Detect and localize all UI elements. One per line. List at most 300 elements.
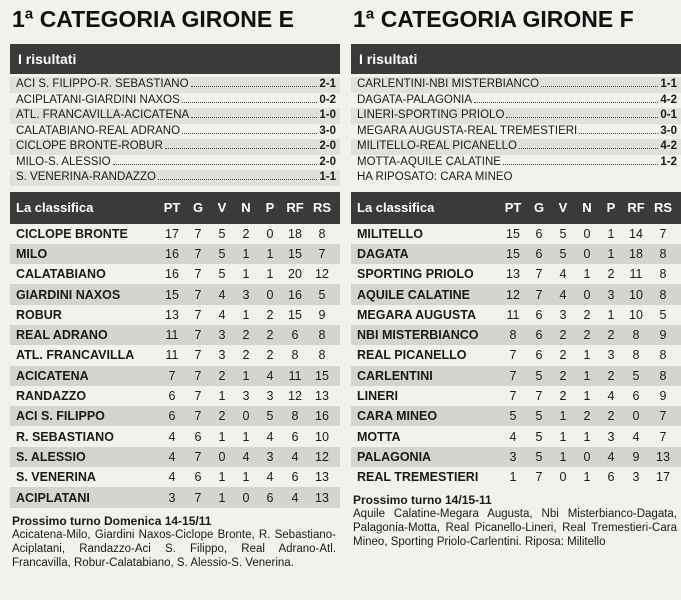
next-round-text: Aquile Calatine-Megara Augusta, Nbi Misterbianco-Dagata, Palagonia-Motta, Real Picanello-Lineri, Real Tremestieri-Cara Mineo, Sporting Priolo-Carlentini. Riposa: Militello [353, 508, 677, 549]
result-match: CALATABIANO-REAL ADRANO [16, 124, 181, 137]
team-name: MOTTA [357, 429, 401, 444]
standings-row [10, 264, 340, 284]
girone-e-results-header: I risultati [10, 44, 340, 74]
stat-pt: 3 [168, 490, 176, 505]
stat-p: 4 [607, 389, 615, 404]
stat-n: 2 [583, 328, 591, 343]
team-name: SPORTING PRIOLO [357, 267, 474, 282]
stat-v: 0 [559, 470, 567, 485]
girone-f-standings-header [351, 192, 681, 224]
stat-p: 6 [607, 470, 615, 485]
col-p: P [265, 200, 275, 215]
stat-rs: 8 [318, 226, 326, 241]
stat-v: 1 [218, 490, 226, 505]
standings-row [351, 284, 681, 304]
stat-rf: 8 [291, 348, 299, 363]
stat-rf: 6 [632, 389, 640, 404]
stat-v: 4 [218, 287, 226, 302]
team-name: AQUILE CALATINE [357, 287, 470, 302]
stat-rs: 15 [315, 368, 329, 383]
stat-rf: 5 [632, 368, 640, 383]
stat-pt: 16 [165, 246, 179, 261]
stat-rs: 10 [315, 429, 329, 444]
result-score: 0-2 [319, 93, 336, 106]
stat-pt: 15 [165, 287, 179, 302]
stat-g: 7 [535, 267, 543, 282]
result-score: 1-2 [660, 155, 677, 168]
stat-p: 3 [266, 449, 274, 464]
stat-rs: 12 [315, 449, 329, 464]
stat-g: 7 [194, 328, 202, 343]
stat-g: 7 [194, 267, 202, 282]
team-name: ACI S. FILIPPO [16, 409, 105, 424]
girone-f-title: 1ª CATEGORIA GIRONE F [353, 6, 634, 32]
stat-rf: 8 [632, 328, 640, 343]
result-score: 3-0 [660, 124, 677, 137]
stat-rs: 5 [659, 307, 667, 322]
col-g: G [192, 200, 204, 215]
stat-p: 1 [266, 267, 274, 282]
result-row [10, 93, 340, 109]
stat-rf: 20 [288, 267, 302, 282]
stat-pt: 15 [506, 226, 520, 241]
stat-p: 1 [607, 307, 615, 322]
stat-g: 7 [194, 307, 202, 322]
girone-f-next-round [351, 493, 681, 549]
stat-v: 3 [559, 307, 567, 322]
standings-row [351, 305, 681, 325]
result-score: 4-2 [660, 140, 677, 152]
result-score: 2-0 [319, 140, 336, 152]
stat-rs: 7 [318, 246, 326, 261]
stat-rs: 8 [659, 368, 667, 383]
result-score: 3-0 [319, 124, 336, 137]
stat-rf: 0 [632, 409, 640, 424]
girone-f-column [351, 0, 681, 549]
stat-pt: 12 [506, 287, 520, 302]
team-name: PALAGONIA [357, 449, 432, 464]
stat-p: 1 [607, 226, 615, 241]
stat-p: 2 [266, 328, 274, 343]
col-p: P [606, 200, 616, 215]
stat-n: 1 [583, 470, 591, 485]
team-name: ATL. FRANCAVILLA [16, 348, 135, 363]
result-match: CARLENTINI-NBI MISTERBIANCO [357, 78, 540, 90]
stat-p: 3 [607, 348, 615, 363]
result-row [351, 93, 681, 109]
standings-row [351, 406, 681, 426]
stat-g: 7 [194, 368, 202, 383]
result-score: 1-1 [319, 171, 336, 183]
stat-p: 4 [607, 449, 615, 464]
stat-rf: 3 [632, 470, 640, 485]
stat-g: 5 [535, 409, 543, 424]
stat-rs: 7 [659, 409, 667, 424]
result-row [10, 170, 340, 186]
team-name: CICLOPE BRONTE [16, 226, 128, 241]
stat-n: 1 [242, 429, 250, 444]
stat-rs: 9 [659, 328, 667, 343]
col-n: N [241, 200, 251, 215]
stat-n: 4 [242, 449, 250, 464]
stat-rs: 8 [659, 267, 667, 282]
stat-v: 4 [218, 307, 226, 322]
stat-pt: 6 [168, 389, 176, 404]
standings-row [10, 467, 340, 487]
stat-pt: 4 [509, 429, 517, 444]
girone-f-results-header: I risultati [351, 44, 681, 74]
stat-v: 2 [559, 328, 567, 343]
team-name: MILITELLO [357, 226, 423, 241]
stat-pt: 4 [168, 449, 176, 464]
stat-v: 1 [218, 389, 226, 404]
stat-g: 6 [194, 429, 202, 444]
result-score: 4-2 [660, 93, 677, 106]
standings-row [351, 386, 681, 406]
stat-v: 1 [218, 429, 226, 444]
stat-p: 4 [266, 368, 274, 383]
stat-rf: 15 [288, 307, 302, 322]
stat-n: 1 [242, 246, 250, 261]
standings-label: La classifica [16, 200, 94, 215]
stat-p: 4 [266, 429, 274, 444]
stat-rf: 15 [288, 246, 302, 261]
col-pt: PT [163, 200, 181, 215]
stat-rf: 4 [291, 490, 299, 505]
result-row [351, 139, 681, 155]
stat-n: 1 [583, 429, 591, 444]
stat-g: 6 [535, 328, 543, 343]
stat-n: 1 [242, 267, 250, 282]
standings-row [10, 325, 340, 345]
stat-rf: 14 [629, 226, 643, 241]
stat-rf: 10 [629, 307, 643, 322]
stat-v: 5 [559, 246, 567, 261]
stat-rf: 6 [291, 429, 299, 444]
stat-rs: 16 [315, 409, 329, 424]
standings-row [351, 426, 681, 446]
stat-n: 0 [583, 449, 591, 464]
stat-v: 5 [218, 226, 226, 241]
result-row [351, 155, 681, 171]
stat-n: 1 [583, 348, 591, 363]
stat-rs: 13 [315, 389, 329, 404]
stat-v: 4 [559, 267, 567, 282]
stat-g: 7 [535, 470, 543, 485]
team-name: DAGATA [357, 246, 409, 261]
stat-n: 1 [242, 368, 250, 383]
standings-row [10, 284, 340, 304]
result-row [10, 108, 340, 124]
stat-pt: 6 [168, 409, 176, 424]
stat-v: 5 [218, 246, 226, 261]
team-name: ROBUR [16, 307, 62, 322]
stat-p: 2 [607, 267, 615, 282]
stat-p: 1 [266, 246, 274, 261]
stat-v: 2 [218, 409, 226, 424]
stat-n: 2 [242, 348, 250, 363]
stat-rs: 7 [659, 226, 667, 241]
girone-e-next-round [10, 514, 340, 570]
stat-p: 2 [266, 307, 274, 322]
stat-pt: 1 [509, 470, 517, 485]
stat-rs: 5 [318, 287, 326, 302]
col-rf: RF [627, 200, 645, 215]
result-row [351, 108, 681, 124]
stat-rf: 8 [291, 409, 299, 424]
standings-row [10, 447, 340, 467]
stat-rf: 6 [291, 328, 299, 343]
result-match: MILITELLO-REAL PICANELLO [357, 140, 517, 152]
stat-rf: 16 [288, 287, 302, 302]
stat-n: 0 [242, 409, 250, 424]
stat-p: 3 [607, 287, 615, 302]
stat-rs: 8 [659, 287, 667, 302]
standings-row [351, 467, 681, 487]
result-match: ACI S. FILIPPO-R. SEBASTIANO [16, 78, 189, 90]
stat-g: 7 [194, 490, 202, 505]
standings-row [351, 264, 681, 284]
stat-pt: 13 [165, 307, 179, 322]
stat-g: 7 [535, 287, 543, 302]
stat-g: 7 [535, 389, 543, 404]
girone-e-results [10, 77, 340, 186]
result-row [10, 77, 340, 93]
stat-rf: 18 [629, 246, 643, 261]
result-match: LINERI-SPORTING PRIOLO [357, 109, 505, 121]
standings-label: La classifica [357, 200, 435, 215]
stat-rs: 9 [659, 389, 667, 404]
stat-n: 2 [242, 328, 250, 343]
team-name: S. VENERINA [16, 470, 96, 485]
stat-v: 1 [559, 409, 567, 424]
stat-pt: 16 [165, 267, 179, 282]
team-name: LINERI [357, 389, 398, 404]
stat-v: 2 [559, 348, 567, 363]
stat-rf: 9 [632, 449, 640, 464]
stat-g: 6 [535, 226, 543, 241]
stat-n: 0 [242, 490, 250, 505]
stat-p: 4 [266, 470, 274, 485]
stat-v: 5 [218, 267, 226, 282]
standings-row [351, 224, 681, 244]
stat-rs: 12 [315, 267, 329, 282]
stat-rs: 17 [656, 470, 670, 485]
stat-g: 7 [194, 287, 202, 302]
stat-rf: 11 [288, 368, 302, 383]
result-score: 2-0 [319, 155, 336, 168]
next-round-title: Prossimo turno Domenica 14-15/11 [12, 513, 212, 528]
result-match: MOTTA-AQUILE CALATINE [357, 155, 501, 168]
stat-v: 2 [218, 368, 226, 383]
stat-pt: 4 [168, 429, 176, 444]
stat-v: 2 [559, 368, 567, 383]
stat-n: 1 [242, 470, 250, 485]
result-match: DAGATA-PALAGONIA [357, 93, 473, 106]
team-name: MEGARA AUGUSTA [357, 307, 476, 322]
col-rs: RS [653, 200, 673, 215]
stat-rf: 11 [629, 267, 643, 282]
girone-e-title: 1ª CATEGORIA GIRONE E [12, 6, 294, 32]
girone-e-standings [10, 224, 340, 508]
col-rs: RS [312, 200, 332, 215]
stat-pt: 5 [509, 409, 517, 424]
stat-p: 3 [266, 389, 274, 404]
team-name: S. ALESSIO [16, 449, 86, 464]
girone-f-results [351, 77, 681, 186]
stat-rs: 13 [315, 490, 329, 505]
stat-p: 2 [607, 368, 615, 383]
stat-rs: 8 [659, 348, 667, 363]
stat-rs: 13 [656, 449, 670, 464]
result-match: CICLOPE BRONTE-ROBUR [16, 140, 163, 152]
result-row [351, 124, 681, 140]
stat-p: 2 [607, 328, 615, 343]
stat-g: 7 [194, 449, 202, 464]
next-round-text: Acicatena-Milo, Giardini Naxos-Ciclope Bronte, R. Sebastiano-Aciplatani, Randazzo-Aci S. Filippo, Real Adrano-Atl. Francavilla, Robur-Calatabiano, S. Alessio-S. Venerina. [12, 528, 336, 569]
stat-p: 1 [607, 246, 615, 261]
stat-g: 7 [194, 409, 202, 424]
stat-g: 5 [535, 449, 543, 464]
team-name: CARLENTINI [357, 368, 433, 383]
col-rf: RF [286, 200, 304, 215]
stat-n: 1 [242, 307, 250, 322]
stat-rf: 10 [629, 287, 643, 302]
col-g: G [533, 200, 545, 215]
stat-rf: 12 [288, 389, 302, 404]
stat-g: 6 [194, 470, 202, 485]
stat-n: 3 [242, 287, 250, 302]
team-name: R. SEBASTIANO [16, 429, 114, 444]
stat-n: 0 [583, 287, 591, 302]
stat-n: 3 [242, 389, 250, 404]
stat-rs: 8 [318, 348, 326, 363]
team-name: RANDAZZO [16, 389, 87, 404]
team-name: REAL ADRANO [16, 328, 108, 343]
standings-row [10, 366, 340, 386]
stat-g: 6 [535, 348, 543, 363]
result-row [10, 124, 340, 140]
stat-rf: 4 [632, 429, 640, 444]
stat-pt: 13 [506, 267, 520, 282]
rest-note: HA RIPOSATO: CARA MINEO [357, 171, 513, 183]
stat-pt: 8 [509, 328, 517, 343]
result-score: 1-1 [660, 78, 677, 90]
stat-pt: 7 [509, 389, 517, 404]
stat-v: 5 [559, 226, 567, 241]
stat-v: 1 [559, 429, 567, 444]
stat-g: 6 [535, 307, 543, 322]
stat-v: 1 [559, 449, 567, 464]
standings-row [10, 224, 340, 244]
stat-pt: 11 [506, 307, 520, 322]
team-name: REAL PICANELLO [357, 348, 467, 363]
result-score: 1-0 [319, 109, 336, 121]
result-match: MILO-S. ALESSIO [16, 155, 111, 168]
team-name: GIARDINI NAXOS [16, 287, 121, 302]
standings-row [10, 305, 340, 325]
result-match: ATL. FRANCAVILLA-ACICATENA [16, 109, 190, 121]
stat-g: 7 [194, 389, 202, 404]
stat-rf: 4 [291, 449, 299, 464]
result-score: 0-1 [660, 109, 677, 121]
stat-n: 1 [583, 389, 591, 404]
girone-e-standings-header [10, 192, 340, 224]
stat-n: 2 [242, 226, 250, 241]
col-v: V [217, 200, 227, 215]
stat-g: 7 [194, 226, 202, 241]
standings-row [351, 325, 681, 345]
stat-v: 3 [218, 348, 226, 363]
stat-n: 0 [583, 246, 591, 261]
stat-rf: 8 [632, 348, 640, 363]
stat-g: 5 [535, 368, 543, 383]
stat-v: 4 [559, 287, 567, 302]
standings-row [351, 366, 681, 386]
stat-n: 2 [583, 409, 591, 424]
stat-v: 1 [218, 470, 226, 485]
girone-e-column [10, 0, 340, 570]
standings-row [351, 345, 681, 365]
stat-v: 0 [218, 449, 226, 464]
stat-pt: 7 [509, 348, 517, 363]
stat-p: 3 [607, 429, 615, 444]
team-name: ACICATENA [16, 368, 89, 383]
stat-rs: 13 [315, 470, 329, 485]
standings-row [10, 406, 340, 426]
stat-pt: 3 [509, 449, 517, 464]
stat-v: 3 [218, 328, 226, 343]
team-name: NBI MISTERBIANCO [357, 328, 479, 343]
stat-rs: 7 [659, 429, 667, 444]
stat-pt: 7 [168, 368, 176, 383]
stat-p: 0 [266, 287, 274, 302]
team-name: CALATABIANO [16, 267, 106, 282]
stat-pt: 11 [165, 348, 179, 363]
standings-row [10, 244, 340, 264]
standings-row [351, 447, 681, 467]
standings-row [10, 487, 340, 507]
standings-row [10, 345, 340, 365]
team-name: REAL TREMESTIERI [357, 470, 479, 485]
result-match: ACIPLATANI-GIARDINI NAXOS [16, 93, 180, 106]
stat-rs: 8 [659, 246, 667, 261]
stat-g: 7 [194, 246, 202, 261]
girone-f-standings [351, 224, 681, 488]
stat-n: 1 [583, 267, 591, 282]
team-name: ACIPLATANI [16, 490, 90, 505]
standings-row [351, 244, 681, 264]
result-row [351, 77, 681, 93]
stat-g: 6 [535, 246, 543, 261]
standings-row [10, 426, 340, 446]
stat-rs: 8 [318, 328, 326, 343]
stat-g: 5 [535, 429, 543, 444]
stat-pt: 4 [168, 470, 176, 485]
stat-rf: 18 [288, 226, 302, 241]
stat-rf: 6 [291, 470, 299, 485]
stat-n: 2 [583, 307, 591, 322]
standings-row [10, 386, 340, 406]
stat-g: 7 [194, 348, 202, 363]
stat-p: 6 [266, 490, 274, 505]
next-round-title: Prossimo turno 14/15-11 [353, 493, 492, 508]
result-match: S. VENERINA-RANDAZZO [16, 171, 156, 183]
stat-p: 5 [266, 409, 274, 424]
stat-pt: 7 [509, 368, 517, 383]
stat-p: 2 [266, 348, 274, 363]
stat-p: 0 [266, 226, 274, 241]
